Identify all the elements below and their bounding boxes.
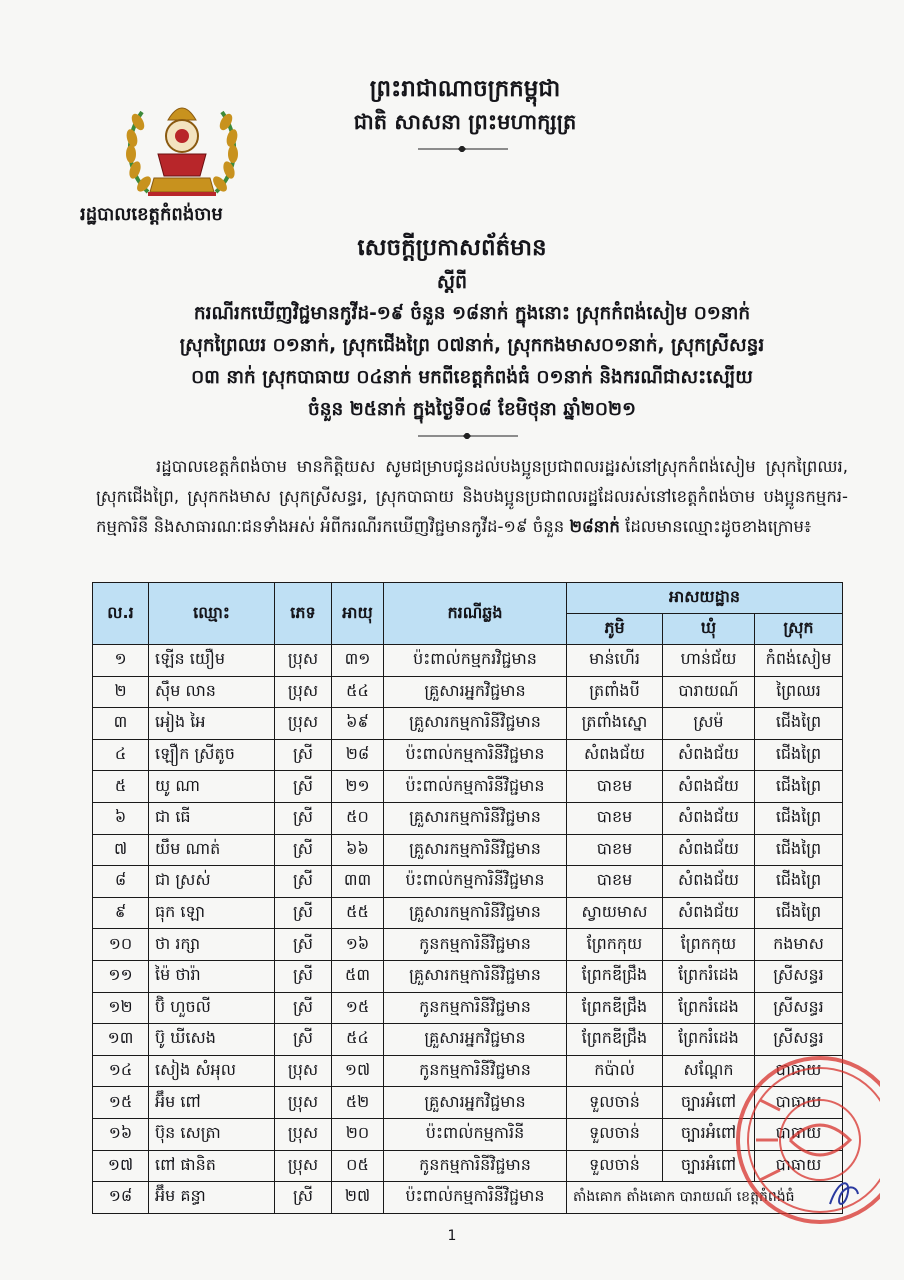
cell-no: ១៨ xyxy=(93,1182,149,1214)
table-row xyxy=(93,1182,843,1214)
cell-sex: ស្រី xyxy=(275,1182,332,1214)
issuing-authority: រដ្ឋបាលខេត្តកំពង់ចាម xyxy=(80,204,223,225)
cell-no: ៤ xyxy=(93,739,149,771)
table-row xyxy=(93,676,843,708)
cell-name: ប៊ូ ឃីសេង xyxy=(149,1024,275,1056)
cell-village: មាន់ហើរ xyxy=(567,645,663,677)
cell-commune: បារាយណ៍ xyxy=(663,676,755,708)
cell-case: គ្រួសារកម្មការិនីវិជ្ជមាន xyxy=(384,960,567,992)
cell-district: ជើងព្រៃ xyxy=(755,708,843,740)
table-row xyxy=(93,708,843,740)
header-district: ស្រុក xyxy=(755,614,843,645)
table-row xyxy=(93,897,843,929)
cell-no: ១៧ xyxy=(93,1150,149,1182)
cell-age: ៣១ xyxy=(332,645,384,677)
cell-commune: ច្បារអំពៅ xyxy=(663,1118,755,1150)
cell-sex: ប្រុស xyxy=(275,708,332,740)
cell-sex: ស្រី xyxy=(275,929,332,961)
cell-sex: ស្រី xyxy=(275,802,332,834)
cell-village: បាខម xyxy=(567,866,663,898)
cell-village: ត្រពាំងស្នោ xyxy=(567,708,663,740)
cell-sex: ប្រុស xyxy=(275,1087,332,1119)
cell-district: ស្រីសន្ធរ xyxy=(755,1024,843,1056)
cell-village: បាខម xyxy=(567,771,663,803)
cell-village: បាខម xyxy=(567,802,663,834)
cell-name: ជា ធើ xyxy=(149,802,275,834)
cell-age: ៥២ xyxy=(332,1087,384,1119)
cell-village: ព្រែកឌីជ្រឹង xyxy=(567,1024,663,1056)
cell-no: ១ xyxy=(93,645,149,677)
header-no: ល.រ xyxy=(93,583,149,645)
cell-name: ម៉ៃ ថារ៉ា xyxy=(149,960,275,992)
cell-case: គ្រួសារកម្មការិនីវិជ្ជមាន xyxy=(384,834,567,866)
divider-ornament xyxy=(418,146,508,152)
header-village: ភូមិ xyxy=(567,614,663,645)
cell-village: ព្រែកឌីជ្រឹង xyxy=(567,992,663,1024)
headline-line: ករណីរកឃើញវិជ្ជមានកូវីដ-១៩ ចំនួន ១៨នាក់ ក្នុងនោះ ស្រុកកំពង់សៀម ០១នាក់ xyxy=(193,303,751,324)
cell-name: យឹម ណាត់ xyxy=(149,834,275,866)
table-row xyxy=(93,992,843,1024)
cell-no: ៨ xyxy=(93,866,149,898)
cell-no: ១១ xyxy=(93,960,149,992)
cell-commune: ហាន់ជ័យ xyxy=(663,645,755,677)
cell-case: កូនកម្មការិនីវិជ្ជមាន xyxy=(384,1055,567,1087)
cell-village: ទួលចាន់ xyxy=(567,1118,663,1150)
cell-commune: ព្រែកកុយ xyxy=(663,929,755,961)
cell-village: សំពងជ័យ xyxy=(567,739,663,771)
cell-no: ១០ xyxy=(93,929,149,961)
cell-case: ប៉ះពាល់កម្មករវិជ្ជមាន xyxy=(384,645,567,677)
cell-name: ស៊ឹម លាន xyxy=(149,676,275,708)
cell-no: ២ xyxy=(93,676,149,708)
cell-case: គ្រួសារកម្មការិនីវិជ្ជមាន xyxy=(384,802,567,834)
cell-name: អ៊ឹម គន្ធា xyxy=(149,1182,275,1214)
cell-age: ៦៩ xyxy=(332,708,384,740)
table-row xyxy=(93,1024,843,1056)
cell-district: ជើងព្រៃ xyxy=(755,897,843,929)
document-subtitle: ស្ដីពី xyxy=(436,271,468,293)
table-row xyxy=(93,866,843,898)
cell-age: ០៥ xyxy=(332,1150,384,1182)
table-row xyxy=(93,739,843,771)
cell-age: ១៧ xyxy=(332,1055,384,1087)
cell-sex: ប្រុស xyxy=(275,1150,332,1182)
cell-village: បាខម xyxy=(567,834,663,866)
cell-no: ៥ xyxy=(93,771,149,803)
table-row xyxy=(93,834,843,866)
cell-case: កូនកម្មការិនីវិជ្ជមាន xyxy=(384,929,567,961)
paragraph-text-end: ដែលមានឈ្មោះដូចខាងក្រោម៖ xyxy=(625,517,812,536)
cell-district: ស្រីសន្ធរ xyxy=(755,992,843,1024)
cell-commune: សណ្ដែក xyxy=(663,1055,755,1087)
cell-sex: ប្រុស xyxy=(275,676,332,708)
cell-sex: ស្រី xyxy=(275,866,332,898)
cell-name: ជា ស្រស់ xyxy=(149,866,275,898)
header-name: ឈ្មោះ xyxy=(149,583,275,645)
cell-district: បាធាយ xyxy=(755,1150,843,1182)
divider-ornament xyxy=(418,433,518,439)
cell-district: ជើងព្រៃ xyxy=(755,834,843,866)
table-row xyxy=(93,1087,843,1119)
cell-village: ព្រែកឌីជ្រឹង xyxy=(567,960,663,992)
cell-district: ជើងព្រៃ xyxy=(755,802,843,834)
cell-sex: ស្រី xyxy=(275,992,332,1024)
cell-commune: ស្រម៉ xyxy=(663,708,755,740)
cell-age: ២០ xyxy=(332,1118,384,1150)
cell-no: ១៣ xyxy=(93,1024,149,1056)
headline-line: ចំនួន ២៥នាក់ ក្នុងថ្ងៃទី០៨ ខែមិថុនា ឆ្នាំ២០២១ xyxy=(308,399,636,420)
header-sex: ភេទ xyxy=(275,583,332,645)
header-case: ករណីឆ្លង xyxy=(384,583,567,645)
cell-commune: ព្រែករំដេង xyxy=(663,992,755,1024)
cell-name: យូ ណា xyxy=(149,771,275,803)
cell-case: ប៉ះពាល់កម្មការិនីវិជ្ជមាន xyxy=(384,1182,567,1214)
cell-case: គ្រួសារអ្នកវិជ្ជមាន xyxy=(384,676,567,708)
headline xyxy=(92,298,852,426)
cell-case: ប៉ះពាល់កម្មការិនី xyxy=(384,1118,567,1150)
cell-district: ជើងព្រៃ xyxy=(755,739,843,771)
cell-name: ធុក ឡោ xyxy=(149,897,275,929)
cell-case: កូនកម្មការិនីវិជ្ជមាន xyxy=(384,992,567,1024)
cell-case: គ្រួសារអ្នកវិជ្ជមាន xyxy=(384,1087,567,1119)
cell-case: ប៉ះពាល់កម្មការិនីវិជ្ជមាន xyxy=(384,866,567,898)
cell-sex: ស្រី xyxy=(275,1024,332,1056)
cell-case: គ្រួសារកម្មការិនីវិជ្ជមាន xyxy=(384,897,567,929)
cell-district: ព្រៃឈរ xyxy=(755,676,843,708)
cell-age: ២៧ xyxy=(332,1182,384,1214)
provincial-emblem-logo xyxy=(118,92,246,204)
cell-district: បាធាយ xyxy=(755,1087,843,1119)
cell-district: កងមាស xyxy=(755,929,843,961)
cell-commune: សំពងជ័យ xyxy=(663,834,755,866)
table-header xyxy=(93,583,843,645)
cell-commune: សំពងជ័យ xyxy=(663,771,755,803)
cell-district: បាធាយ xyxy=(755,1118,843,1150)
cell-district: បាធាយ xyxy=(755,1055,843,1087)
table-body xyxy=(93,645,843,1214)
header-age: អាយុ xyxy=(332,583,384,645)
cell-name: ឡឿក ស្រីតូច xyxy=(149,739,275,771)
cell-age: ៥៤ xyxy=(332,676,384,708)
cell-sex: ប្រុស xyxy=(275,1118,332,1150)
cell-no: ៩ xyxy=(93,897,149,929)
cell-age: ៣៣ xyxy=(332,866,384,898)
cell-village: ទួលចាន់ xyxy=(567,1150,663,1182)
header-commune: ឃុំ xyxy=(663,614,755,645)
cell-village: ទួលចាន់ xyxy=(567,1087,663,1119)
cell-no: ៣ xyxy=(93,708,149,740)
cell-commune: ច្បារអំពៅ xyxy=(663,1087,755,1119)
cell-age: ១៦ xyxy=(332,929,384,961)
cell-commune: សំពងជ័យ xyxy=(663,897,755,929)
kingdom-heading xyxy=(290,72,640,138)
cell-commune: សំពងជ័យ xyxy=(663,866,755,898)
headline-line: ០៣ នាក់ ស្រុកបាធាយ ០៤នាក់ មកពីខេត្តកំពង់ធំ ០១នាក់ និងករណីជាសះស្បើយ xyxy=(191,367,753,388)
cell-village: កប៉ាល់ xyxy=(567,1055,663,1087)
table-row xyxy=(93,1118,843,1150)
header-address: អាសយដ្ឋាន xyxy=(567,583,843,614)
cell-case: គ្រួសារអ្នកវិជ្ជមាន xyxy=(384,1024,567,1056)
cell-age: ២៨ xyxy=(332,739,384,771)
cell-name: ប៊ិ ហួចលី xyxy=(149,992,275,1024)
table-row xyxy=(93,645,843,677)
kingdom-name: ព្រះរាជាណាចក្រកម្ពុជា xyxy=(369,76,561,102)
cell-sex: ស្រី xyxy=(275,739,332,771)
case-count: ២៨នាក់ xyxy=(569,517,620,536)
cell-commune: សំពងជ័យ xyxy=(663,802,755,834)
cell-age: ៦៦ xyxy=(332,834,384,866)
cell-sex: ប្រុស xyxy=(275,645,332,677)
cell-name: អ៊ឹម ពៅ xyxy=(149,1087,275,1119)
table-row xyxy=(93,1150,843,1182)
announcement-paragraph xyxy=(96,452,848,542)
cell-sex: ស្រី xyxy=(275,897,332,929)
cell-name: ថា រក្សា xyxy=(149,929,275,961)
table-row xyxy=(93,771,843,803)
cell-case: ប៉ះពាល់កម្មការិនីវិជ្ជមាន xyxy=(384,771,567,803)
cell-no: ៦ xyxy=(93,802,149,834)
cell-district: កំពង់សៀម xyxy=(755,645,843,677)
table-row xyxy=(93,1055,843,1087)
cell-age: ២១ xyxy=(332,771,384,803)
cell-commune: ព្រែករំដេង xyxy=(663,1024,755,1056)
cell-district: ស្រីសន្ធរ xyxy=(755,960,843,992)
cell-sex: ស្រី xyxy=(275,960,332,992)
cell-name: សៀង សំអុល xyxy=(149,1055,275,1087)
cell-village: ស្វាយមាស xyxy=(567,897,663,929)
paragraph-text: រដ្ឋបាលខេត្តកំពង់ចាម មានកិត្តិយស សូមជម្រាបជូនដល់បងប្អូនប្រជាពលរដ្ឋរស់នៅស្រុកកំពង់សៀម ស្រុកព្រៃឈរ, ស្រុកជើងព្រៃ, ស្រុកកងមាស ស្រុកស្រីសន្ធរ, ស្រុកបាធាយ និងបងប្អូនប្រជាពលរដ្ឋដែលរស់នៅខេត្តកំពង់ចាម បងប្អូនកម្មករ-កម្មការិនី និងសាធារណៈជនទាំងអស់ អំពីករណីរកឃើញវិជ្ជមានកូវីដ-១៩ ចំនួន xyxy=(96,457,848,536)
cell-age: ១៥ xyxy=(332,992,384,1024)
cell-no: ៧ xyxy=(93,834,149,866)
cell-district: ជើងព្រៃ xyxy=(755,866,843,898)
cell-name: ពៅ ផានិត xyxy=(149,1150,275,1182)
cell-district: ជើងព្រៃ xyxy=(755,771,843,803)
cell-no: ១៥ xyxy=(93,1087,149,1119)
cell-no: ១២ xyxy=(93,992,149,1024)
cell-sex: ស្រី xyxy=(275,771,332,803)
cell-commune: ព្រែករំដេង xyxy=(663,960,755,992)
cell-case: កូនកម្មការិនីវិជ្ជមាន xyxy=(384,1150,567,1182)
cell-sex: ប្រុស xyxy=(275,1055,332,1087)
cell-village: ត្រពាំងបី xyxy=(567,676,663,708)
cell-no: ១៤ xyxy=(93,1055,149,1087)
cell-age: ៥៤ xyxy=(332,1024,384,1056)
headline-line: ស្រុកព្រៃឈរ ០១នាក់, ស្រុកជើងព្រៃ ០៧នាក់, ស្រុកកងមាស០១នាក់, ស្រុកស្រីសន្ធរ xyxy=(179,335,765,356)
document-title: សេចក្ដីប្រកាសព័ត៌មាន xyxy=(357,235,547,261)
cell-age: ៥៥ xyxy=(332,897,384,929)
cell-commune: ច្បារអំពៅ xyxy=(663,1150,755,1182)
cell-case: ប៉ះពាល់កម្មការិនីវិជ្ជមាន xyxy=(384,739,567,771)
cell-commune: សំពងជ័យ xyxy=(663,739,755,771)
cell-name: ឡើន យឿម xyxy=(149,645,275,677)
cell-no: ១៦ xyxy=(93,1118,149,1150)
cell-case: គ្រួសារកម្មការិនីវិជ្ជមាន xyxy=(384,708,567,740)
page-number: 1 xyxy=(447,1228,457,1244)
cell-sex: ស្រី xyxy=(275,834,332,866)
cell-address-merged: តាំងគោក តាំងគោក បារាយណ៍ ខេត្តកំពង់ធំ xyxy=(567,1182,843,1214)
case-table xyxy=(92,582,843,1214)
cell-name: ប៊ុន សេត្រា xyxy=(149,1118,275,1150)
cell-age: ៥០ xyxy=(332,802,384,834)
cell-age: ៥៣ xyxy=(332,960,384,992)
national-motto: ជាតិ សាសនា ព្រះមហាក្សត្រ xyxy=(353,110,577,134)
cell-village: ព្រែកកុយ xyxy=(567,929,663,961)
table-row xyxy=(93,802,843,834)
cell-name: អៀង អៃ xyxy=(149,708,275,740)
table-row xyxy=(93,929,843,961)
table-row xyxy=(93,960,843,992)
